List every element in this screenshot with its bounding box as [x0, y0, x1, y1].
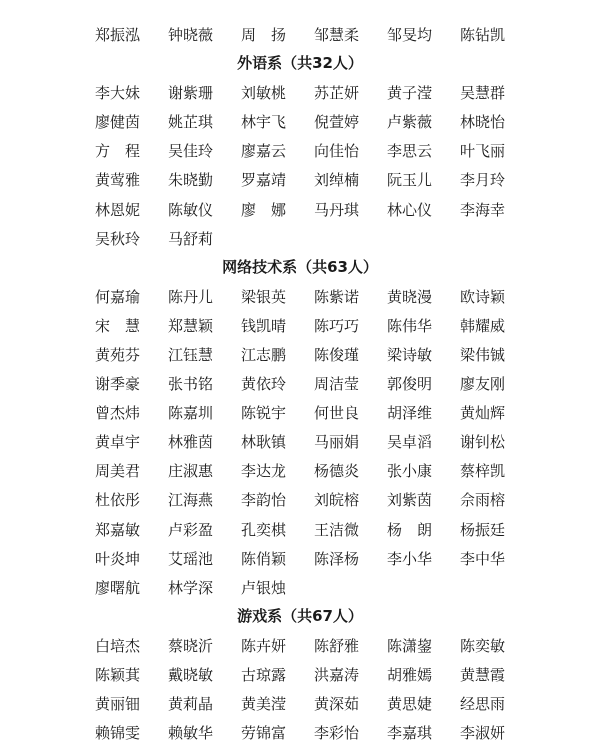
student-name: 吴秋玲 [95, 229, 141, 248]
student-name: 叶飞丽 [460, 142, 506, 161]
student-name: 钱凯晴 [241, 316, 287, 335]
student-name: 姚芷琪 [168, 113, 214, 132]
student-name: 吴卓滔 [387, 433, 433, 452]
student-name: 陈俏颖 [241, 549, 287, 568]
student-name: 江钰慧 [168, 345, 214, 364]
student-name: 黄美滢 [241, 695, 287, 713]
student-name: 李韵怡 [241, 491, 287, 510]
student-name: 叶炎坤 [95, 549, 141, 568]
student-name: 白培杰 [95, 636, 141, 655]
student-name: 陈紫诺 [314, 287, 360, 306]
student-name: 黄子滢 [387, 84, 433, 103]
student-name: 谢钊松 [460, 433, 506, 452]
student-name: 刘皖榕 [314, 491, 360, 510]
student-name: 梁银英 [241, 287, 287, 306]
student-name: 张小康 [387, 462, 433, 481]
student-name: 黄莉晶 [168, 695, 214, 713]
student-name: 郑嘉敏 [95, 520, 141, 539]
student-name: 韩耀威 [460, 316, 506, 335]
student-name: 周美君 [95, 462, 141, 481]
student-name: 陈俊瑾 [314, 345, 360, 364]
student-name: 陈颖萁 [95, 665, 141, 684]
student-name: 廖健茵 [95, 113, 141, 132]
student-name: 吴佳玲 [168, 142, 214, 161]
student-name: 古琼露 [241, 665, 287, 684]
student-name: 谢紫珊 [168, 84, 214, 103]
student-name: 廖 娜 [241, 200, 287, 219]
student-name: 钟晓薇 [168, 26, 214, 44]
student-name: 佘雨榕 [460, 491, 506, 510]
student-name: 胡雅嫣 [387, 665, 433, 684]
student-name: 卢银烛 [241, 578, 287, 597]
student-name: 刘紫茵 [387, 491, 433, 510]
student-name: 杨振廷 [460, 520, 506, 539]
student-name: 罗嘉靖 [241, 171, 287, 190]
student-name: 黄慧霞 [460, 665, 506, 684]
student-name: 郑慧颖 [168, 316, 214, 335]
student-name: 倪萱婷 [314, 113, 360, 132]
student-name: 马丹琪 [314, 200, 360, 219]
student-name: 马丽娟 [314, 433, 360, 452]
student-name: 梁诗敏 [387, 345, 433, 364]
student-name: 何嘉瑜 [95, 287, 141, 306]
student-name: 廖友刚 [460, 375, 506, 393]
student-name: 黄苑芬 [95, 345, 141, 364]
section-heading: 外语系（共32人） [237, 54, 363, 73]
student-name: 洪嘉涛 [314, 665, 360, 684]
student-name: 黄卓宇 [95, 433, 141, 452]
student-name: 林心仪 [387, 200, 433, 219]
student-name: 卢紫薇 [387, 113, 433, 132]
student-name: 李海幸 [460, 200, 506, 219]
student-name: 黄晓漫 [387, 287, 433, 306]
student-name: 江海燕 [168, 491, 214, 510]
student-name: 朱晓勤 [168, 171, 214, 190]
student-name: 陈泽杨 [314, 549, 360, 568]
student-name: 卢彩盈 [168, 520, 214, 539]
student-name: 宋 慧 [95, 316, 141, 335]
student-name: 马舒莉 [168, 229, 214, 248]
student-name: 黄灿辉 [460, 404, 506, 423]
student-name: 李思云 [387, 142, 433, 161]
student-name: 邹旻均 [387, 26, 433, 44]
student-name: 杨 朗 [387, 520, 433, 539]
student-name: 向佳怡 [314, 142, 360, 161]
student-name: 林雅茵 [168, 433, 214, 452]
student-name: 杜依彤 [95, 491, 141, 510]
student-name: 经思雨 [460, 695, 506, 713]
student-name: 胡泽维 [387, 404, 433, 423]
student-name: 陈潇鋆 [387, 636, 433, 655]
student-name: 庄淑惠 [168, 462, 214, 481]
student-name: 刘绰楠 [314, 171, 360, 190]
student-name: 杨德炎 [314, 462, 360, 481]
student-name: 李中华 [460, 549, 506, 568]
student-name: 邹慧柔 [314, 26, 360, 44]
student-name: 陈巧巧 [314, 316, 360, 335]
student-name: 陈敏仪 [168, 200, 214, 219]
student-name: 戴晓敏 [168, 665, 214, 684]
student-name: 廖嘉云 [241, 142, 287, 161]
student-name: 陈钻凯 [460, 26, 506, 44]
student-name: 曾杰炜 [95, 404, 141, 423]
student-name: 孔奕棋 [241, 520, 287, 539]
student-name: 陈伟华 [387, 316, 433, 335]
student-name: 郭俊明 [387, 375, 433, 393]
student-name: 阮玉儿 [387, 171, 433, 190]
student-name: 张书铭 [168, 375, 214, 393]
student-name: 苏芷妍 [314, 84, 360, 103]
student-name: 黄莺雅 [95, 171, 141, 190]
student-name: 林宇飞 [241, 113, 287, 132]
student-name: 赖锦雯 [95, 724, 141, 743]
student-name: 李淑妍 [460, 724, 506, 743]
student-name: 李达龙 [241, 462, 287, 481]
student-name: 黄依玲 [241, 375, 287, 393]
student-name: 欧诗颖 [460, 287, 506, 306]
student-name: 陈奕敏 [460, 636, 506, 655]
student-name: 黄思婕 [387, 695, 433, 713]
student-name: 林恩妮 [95, 200, 141, 219]
student-name: 陈嘉圳 [168, 404, 214, 423]
student-name: 林耿镇 [241, 433, 287, 452]
student-name: 黄丽钿 [95, 695, 141, 713]
student-name: 赖敏华 [168, 724, 214, 743]
student-name: 王洁微 [314, 520, 360, 539]
student-name: 江志鹏 [241, 345, 287, 364]
student-name: 李大妹 [95, 84, 141, 103]
section-heading: 游戏系（共67人） [237, 606, 363, 625]
student-name: 吴慧群 [460, 84, 506, 103]
student-name: 谢季豪 [95, 375, 141, 393]
student-name: 廖曙航 [95, 578, 141, 597]
student-name: 林晓怡 [460, 113, 506, 132]
student-name: 陈锐宇 [241, 404, 287, 423]
student-name: 李彩怡 [314, 724, 360, 743]
student-name: 郑振泓 [95, 26, 141, 44]
student-name: 刘敏桃 [241, 84, 287, 103]
student-name: 陈卉妍 [241, 636, 287, 655]
student-name: 李小华 [387, 549, 433, 568]
student-name: 方 程 [95, 142, 141, 161]
student-name: 梁伟铖 [460, 345, 506, 364]
student-name: 蔡梓凯 [460, 462, 506, 481]
student-name: 何世良 [314, 404, 360, 423]
student-name: 陈丹儿 [168, 287, 214, 306]
student-name: 周 扬 [241, 26, 287, 44]
student-name: 黄深茹 [314, 695, 360, 713]
student-name: 艾瑶池 [168, 549, 214, 568]
student-name: 陈舒雅 [314, 636, 360, 655]
section-heading: 网络技术系（共63人） [222, 257, 378, 276]
student-name: 李嘉琪 [387, 724, 433, 743]
student-name: 蔡晓沂 [168, 636, 214, 655]
student-name: 林学深 [168, 578, 214, 597]
student-name: 李月玲 [460, 171, 506, 190]
student-name: 周洁莹 [314, 375, 360, 393]
student-name: 劳锦富 [241, 724, 287, 743]
